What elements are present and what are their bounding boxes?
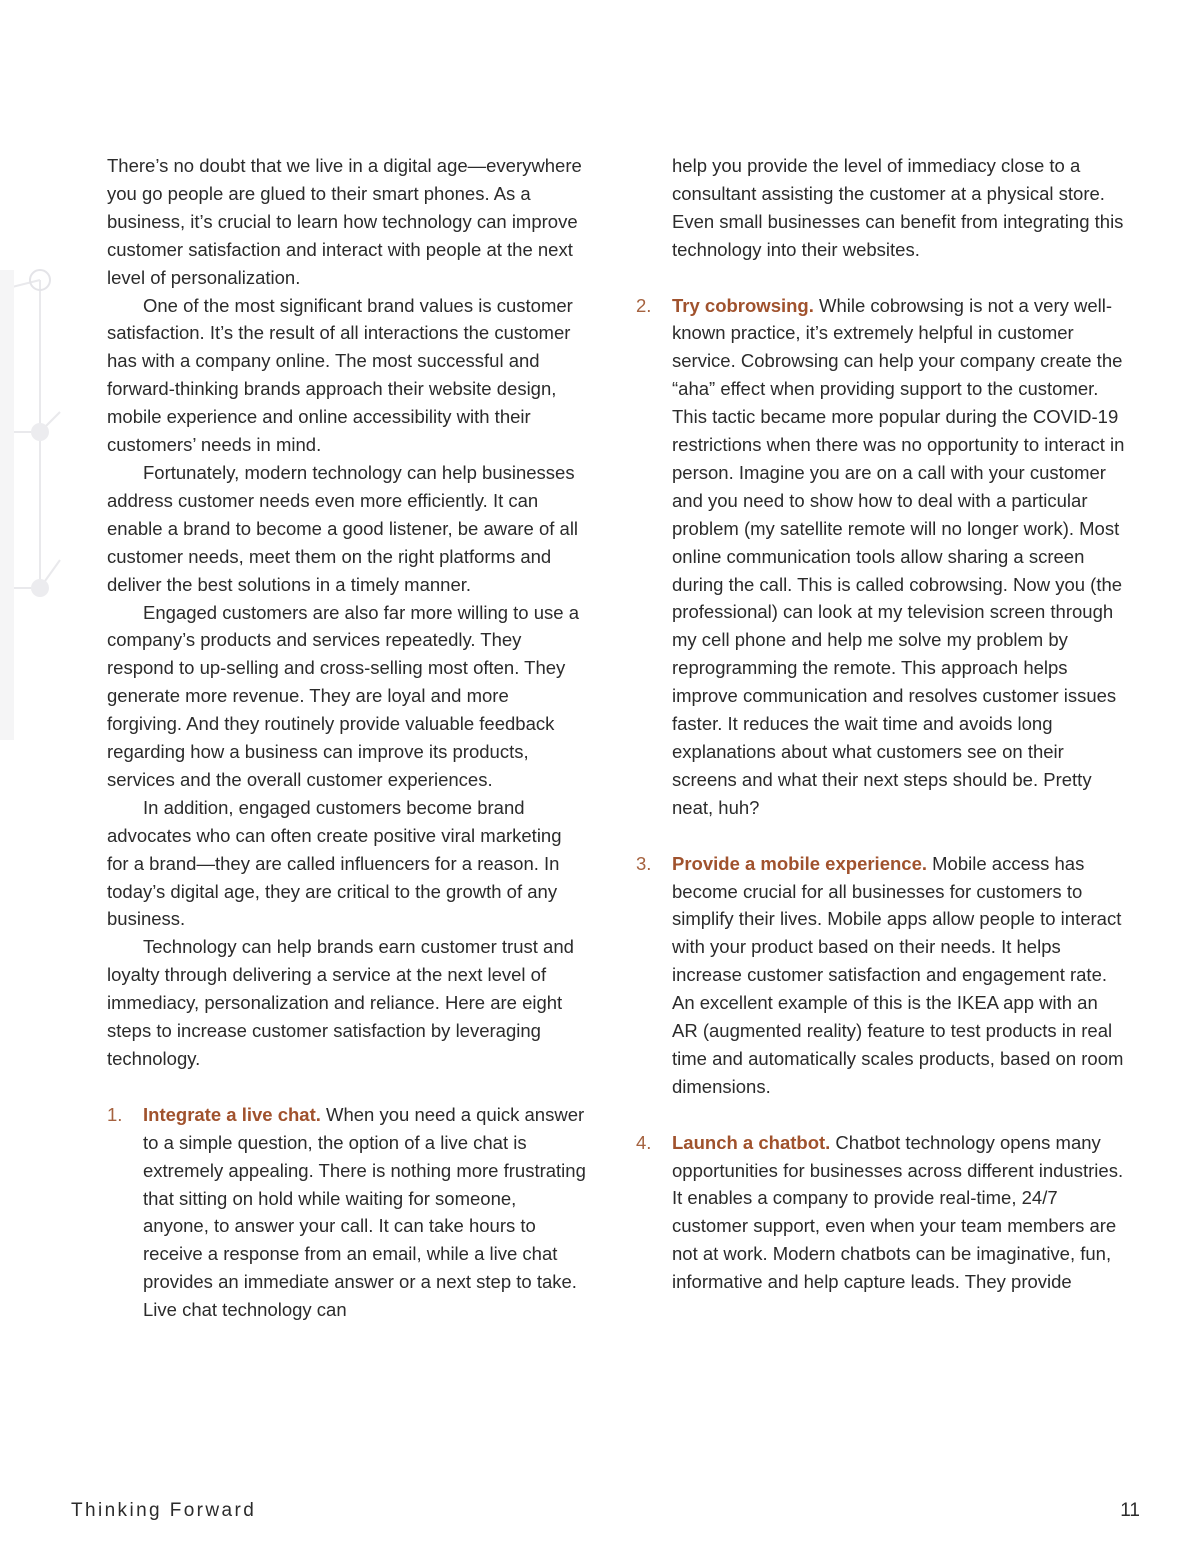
body-paragraph: In addition, engaged customers become brand advocates who can often create positive viral marketing for a brand—they are called influencers for a reason. In today’s digital age, they are critical to the growth of any business. <box>107 796 562 930</box>
body-paragraph: Fortunately, modern technology can help businesses address customer needs even more efficiently. It can enable a brand to become a good listener, be aware of all customer needs, meet them on the right platforms and deliver the best solutions in a timely manner. <box>107 461 579 595</box>
list-body: While cobrowsing is not a very well-known practice, it’s extremely helpful in customer service. Cobrowsing can help your company create the “aha” effect when providing support to the customer. This tactic became more popular during the COVID-19 restrictions when there was no opportunity to interact in person. Imagine you are on a call with your customer and you need to show how to deal with a particular problem (my satellite remote will no longer work). Most online communication tools allow sharing a screen during the call. This is called cobrowsing. Now you (the professional) can look at my television screen through my cell phone and help me solve my problem by reprogramming the remote. This approach helps improve communication and resolves customer issues faster. It reduces the wait time and avoids long explanations about what customers see on their screens and what their next steps should be. Pretty neat, huh? <box>672 294 1125 818</box>
list-body: Chatbot technology opens many opportunities for businesses across different industries. It enables a company to provide real-time, 24/7 customer support, even when your team members are not at work. Modern chatbots can be imaginative, fun, informative and help capture leads. They provide <box>672 1131 1124 1293</box>
page-number: 11 <box>1120 1500 1140 1521</box>
list-item <box>107 1101 587 1324</box>
list-number: 1. <box>107 1103 123 1125</box>
list-item <box>636 1129 1126 1296</box>
list-body: Mobile access has become crucial for all businesses for customers to simplify their lives. Mobile apps allow people to interact with your product based on their needs. It helps increase customer satisfaction and engagement rate. An excellent example of this is the IKEA app with an AR (augmented reality) feature to test products in real time and automatically scales products, based on room dimensions. <box>672 852 1124 1097</box>
list-body: help you provide the level of immediacy close to a consultant assisting the customer at a physical store. Even small businesses can benefit from integrating this technology into their websites. <box>672 155 1124 260</box>
body-paragraph: Technology can help brands earn customer trust and loyalty through delivering a service at the next level of immediacy, personalization and reliance. Here are eight steps to increase customer satisfaction by leveraging technology. <box>107 936 574 1069</box>
body-paragraph: Engaged customers are also far more willing to use a company’s products and services repeatedly. They respond to up-selling and cross-selling most often. They generate more revenue. They are loyal and more forgiving. And they routinely provide valuable feedback regarding how a business can improve its products, services and the overall customer experiences. <box>107 601 579 790</box>
body-paragraph: One of the most significant brand values is customer satisfaction. It’s the result of all interactions the customer has with a company online. The most successful and forward-thinking brands approach their website design, mobile experience and online accessibility with their customers’ needs in mind. <box>107 294 573 456</box>
list-item <box>636 850 1126 1101</box>
list-heading: Try cobrowsing. <box>672 294 814 316</box>
list-item <box>636 292 1126 822</box>
list-number: 4. <box>636 1131 652 1153</box>
left-column <box>107 152 587 1324</box>
list-item-continued <box>636 152 1126 264</box>
list-number: 3. <box>636 852 652 874</box>
footer-publication-title: Thinking Forward <box>71 1500 257 1521</box>
list-body: When you need a quick answer to a simple question, the option of a live chat is extremely appealing. There is nothing more frustrating that sitting on hold while waiting for someone, anyone, to answer your call. It can take hours to receive a response from an email, while a live chat provides an immediate answer or a next step to take. Live chat technology can <box>143 1103 586 1321</box>
list-heading: Provide a mobile experience. <box>672 852 927 874</box>
network-decoration <box>0 0 80 760</box>
intro-paragraph: There’s no doubt that we live in a digital age—everywhere you go people are glued to their smart phones. As a business, it’s crucial to learn how technology can improve customer satisfaction and interact with people at the next level of personalization. <box>107 155 582 288</box>
list-heading: Integrate a live chat. <box>143 1103 321 1125</box>
list-heading: Launch a chatbot. <box>672 1131 831 1153</box>
list-number: 2. <box>636 294 652 316</box>
right-column <box>636 152 1126 1296</box>
